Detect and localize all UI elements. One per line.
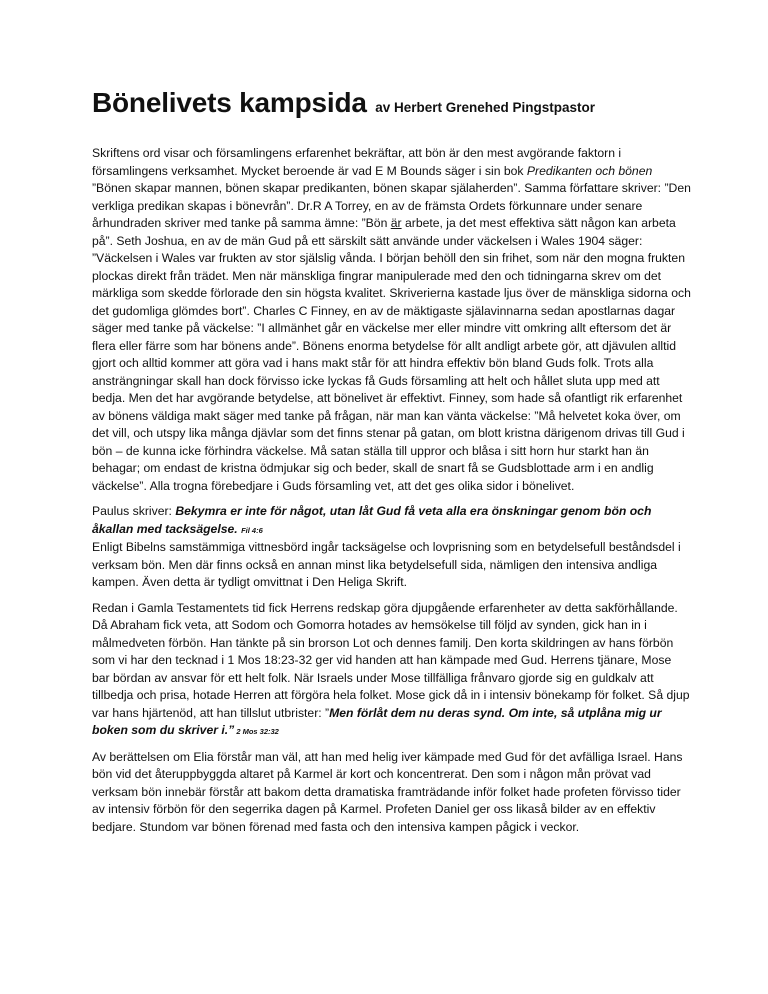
scripture-reference: 2 Mos 32:32 xyxy=(234,727,279,736)
scripture-reference: Fil 4:6 xyxy=(241,525,263,535)
scripture-quote: Bekymra er inte för något, utan låt Gud få veta alla era önskningar genom bön och åkallan med tacksägelse. xyxy=(92,504,652,536)
paragraph-text: Enligt Bibelns samstämmiga vittnesbörd ingår tacksägelse och lovprisning som en betydelsefull beståndsdel i verksam bön. Men där finns också en annan minst lika betydelsefull sida, nämligen den intensiva andliga kampen. Även detta är tydligt omvittnat i Den Heliga Skrift. xyxy=(92,540,681,589)
paragraph-text: Redan i Gamla Testamentets tid fick Herrens redskap göra djupgående erfarenheter av detta sakförhållande. Då Abraham fick veta, att Sodom och Gomorra hotades av hemsökelse till följd av synden, gick han in i målmedveten förbön. Han tänkte på sin brorson Lot och dennes familj. Den korta skildringen av hans förbön som vi har den tecknad i 1 Mos 18:23-32 ger vid handen att han kämpade med Gud. Herrens tjänare, Mose bar bördan av ansvar för ett helt folk. När Israels under Mose tillfälliga frånvaro gjorde sig en guldkalv att tillbedja och prisa, hotade Herren att förgöra hela folket. Mose gick då in i intensiv bönekamp för folket. Så djup var hans hjärtenöd, att han tillslut utbrister: ” xyxy=(92,600,690,720)
paragraph-text: Skriftens ord visar och församlingens erfarenhet bekräftar, att bön är den mest avgörande faktorn i församlingens verksamhet. Mycket beroende är vad E M Bounds säger i sin bok xyxy=(92,146,622,178)
author-byline: av Herbert Grenehed Pingstpastor xyxy=(375,100,596,115)
scripture-quote: Men förlåt dem nu deras synd. Om inte, så utplåna mig ur boken som du skriver i.” xyxy=(92,705,662,737)
document-page xyxy=(92,86,692,844)
paragraph-text: arbete, ja det mest effektiva sätt någon kan arbeta på”. Seth Joshua, en av de män Gud på ett särskilt sätt använde under väckelsen i Wales 1904 säger: ”Väckelsen i Wales var frukten av stor själslig vånda. I början behöll den sin frihet, som när den mogna frukten plockas direkt från trädet. Men när mänskliga fingrar manipulerade med den och tidningarna skrev om det märkliga som skedde förlorade den sin högsta kvalitet. Skriverierna kastade ljus över de mänskliga sidorna och det gudomliga glömdes bort”. Charles C Finney, en av de mäktigaste själavinnarna sedan apostlarnas dagar säger med tanke på väckelse: ”I allmänhet går en väckelse mer eller mindre vitt omkring allt eftersom det är flera eller färre som har bönens ande”. Bönens enorma betydelse för allt andligt arbete gör, att djävulen alltid gjort och alltid kommer att göra vad i hans makt står för att hindra effektiv bön bland Guds folk. Trots alla ansträngningar skall han dock förvisso icke lyckas få Guds församling att helt och hållet sluta upp med att bedja. Men det har avgörande betydelse, att bönelivet är effektivt. Finney, som hade så ofantligt rik erfarenhet av bönens väldiga makt säger med tanke på frågan, när man kan vänta väckelse: ”Må helvetet koka över, om det vill, och utspy lika många djävlar som det finns stenar på gatan, om blott kristna därigenom drivas till Gud i bön – de kunna icke förhindra väckelse. Må satan ställa till uppror och blåsa i sitt horn hur starkt han än behagar; om endast de kristna ödmjukar sig och beder, skall de snart få se Gudsblottade arm i en andlig väckelse”. Alla trogna förebedjare i Guds församling vet, att det ges olika sidor i bönelivet. xyxy=(92,216,691,493)
title-line xyxy=(92,86,692,125)
paragraph-text: Paulus skriver: xyxy=(92,504,176,518)
paragraph-paulus xyxy=(92,503,692,592)
paragraph-text: ”Bönen skapar mannen, bönen skapar predikanten, bönen skapar själaherden”. Samma författare skriver: ”Den verkliga predikan skapas i bönevrån”. Dr.R A Torrey, en av de främsta Ordets förkunnare under senare århundraden skriver med tanke på samma ämne: ”Bön xyxy=(92,181,691,230)
paragraph-text: Av berättelsen om Elia förstår man väl, att han med helig iver kämpade med Gud för det avfälliga Israel. Hans bön vid det återuppbyggda altaret på Karmel är kort och koncentrerat. Den som i någon mån prövat vad verksam bön innebär förstår att bakom detta dramatiska framträdande inför folket hade profeten förvisso tider av intensiv förbön för den segerrika dagen på Karmel. Profeten Daniel ger oss likaså bilder av en effektiv bedjare. Stundom var bönen förenad med fasta och den intensiva kampen pågick i veckor. xyxy=(92,749,683,834)
paragraph-intro xyxy=(92,145,692,495)
paragraph-old-testament xyxy=(92,600,692,741)
page-title: Bönelivets kampsida xyxy=(92,87,367,118)
paragraph-elia xyxy=(92,749,692,837)
book-title: Predikanten och bönen xyxy=(526,163,653,178)
underlined-word: är xyxy=(390,216,402,230)
